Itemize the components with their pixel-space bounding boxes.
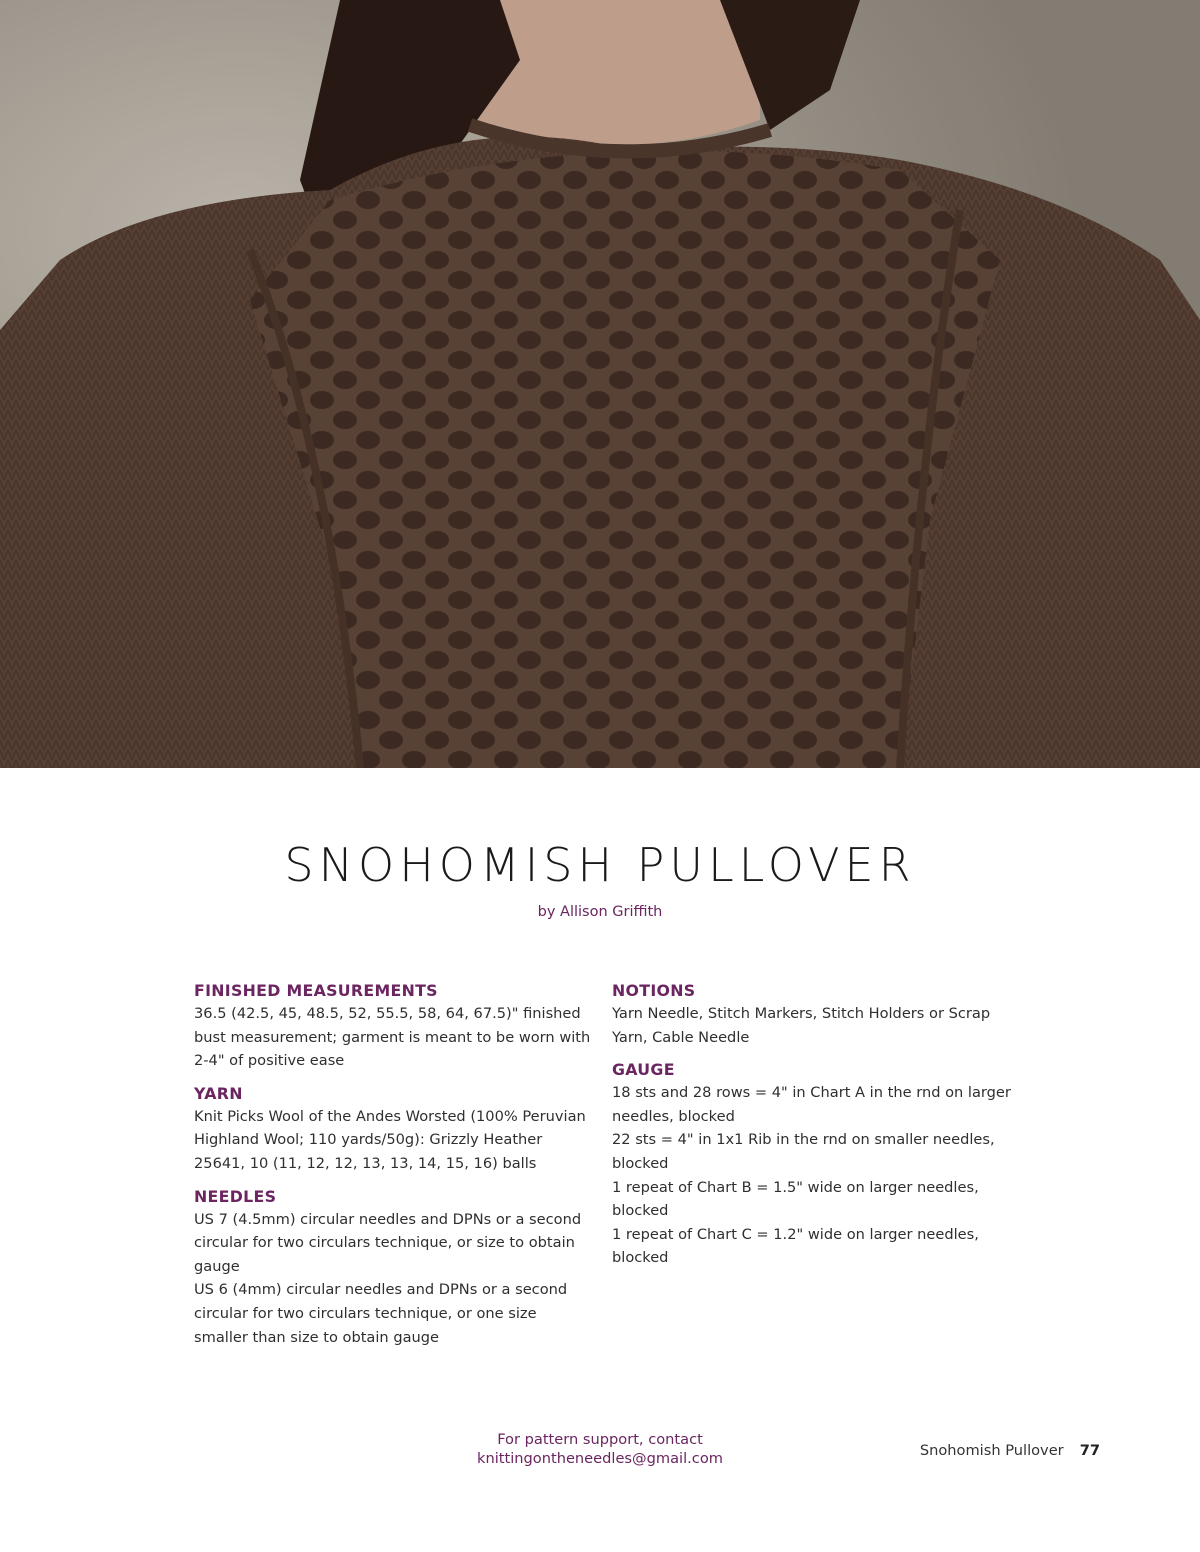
section-text: 1 repeat of Chart C = 1.2" wide on larger needles, blocked [612,1225,979,1267]
section-text: 22 sts = 4" in 1x1 Rib in the rnd on smaller needles, blocked [612,1131,995,1172]
section-text: Yarn Needle, Stitch Markers, Stitch Holders or Scrap Yarn, Cable Needle [612,1005,991,1046]
support-email-link[interactable]: knittingontheneedles@gmail.com [477,1450,723,1467]
sweater-photo-icon [0,0,1200,768]
running-title: Snohomish Pullover [919,1442,1064,1459]
finished-measurements-section [194,980,594,1073]
designer-byline: by Allison Griffith [537,904,663,920]
section-text: 36.5 (42.5, 45, 48.5, 52, 55.5, 58, 64, 67.5)" finished bust measurement; garment is meant to be worn with 2-4" of positive ease [194,1005,591,1070]
section-text: 1 repeat of Chart B = 1.5" wide on larger needles, blocked [612,1178,979,1220]
yarn-section [194,1083,594,1176]
needles-section [194,1186,594,1350]
pattern-support [400,1430,800,1468]
section-heading: NEEDLES [194,1186,277,1206]
section-text: US 7 (4.5mm) circular needles and DPNs or a second circular for two circulars technique, or size to obtain gauge [194,1210,582,1275]
section-text: US 6 (4mm) circular needles and DPNs or a second circular for two circulars technique, or one size smaller than size to obtain gauge [194,1281,568,1346]
sweater-photo [0,0,1200,768]
section-text: Knit Picks Wool of the Andes Worsted (100% Peruvian Highland Wool; 110 yards/50g): Grizzly Heather 25641, 10 (11, 12, 12, 13, 13, 14, 15, 16) balls [194,1107,586,1172]
running-footer [920,1442,1100,1459]
section-heading: YARN [194,1083,243,1103]
section-heading: GAUGE [612,1060,675,1080]
pattern-title: SNOHOMISH PULLOVER [284,838,916,892]
support-text: For pattern support, contact [497,1431,703,1448]
right-column [612,980,1012,1280]
page-number: 77 [1079,1442,1100,1459]
gauge-section [612,1059,1012,1270]
section-heading: FINISHED MEASUREMENTS [194,981,438,1000]
left-column [194,980,594,1359]
notions-section [612,980,1012,1049]
section-text: 18 sts and 28 rows = 4" in Chart A in the rnd on larger needles, blocked [612,1084,1011,1125]
section-heading: NOTIONS [612,981,696,1000]
